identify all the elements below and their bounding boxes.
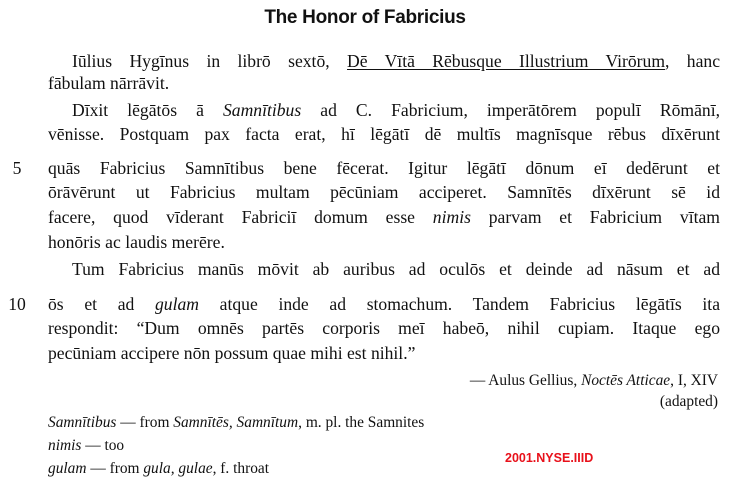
text-segment: ōs et ad	[48, 294, 135, 314]
passage-line	[48, 317, 720, 339]
vocab-definition: — from	[86, 460, 144, 477]
vocab-definition: , m. pl. the Samnites	[298, 414, 425, 431]
source-attribution	[470, 371, 718, 391]
exam-code-label: 2001.NYSE.IIID	[505, 451, 594, 465]
attribution-ref: , I, XIV	[670, 372, 718, 389]
passage-title: The Honor of Fabricius	[264, 7, 466, 28]
text-segment: facere, quod vīderant Fabriciī domum esse	[48, 207, 415, 227]
text-segment: Iūlius Hygīnus in librō sextō,	[72, 51, 330, 71]
passage-line	[48, 50, 720, 72]
text-segment: pecūniam accipere nōn possum quae mihi est nihil.”	[48, 343, 416, 363]
attribution-prefix: — Aulus Gellius,	[469, 372, 578, 389]
vocab-note	[48, 436, 124, 456]
vocab-definition: , f. throat	[212, 460, 270, 477]
attribution-work: Noctēs Atticae	[581, 372, 671, 389]
vocab-term: nimis	[48, 437, 82, 454]
latin-term: gulam	[155, 294, 199, 314]
book-title: Dē Vītā Rēbusque Illustrium Virōrum	[347, 51, 666, 71]
text-segment: ad C. Fabricium, imperātōrem populī Rōmānī,	[320, 100, 720, 120]
text-segment: fābulam nārrāvit.	[48, 73, 170, 93]
text-segment: parvam et Fabricium vītam	[488, 207, 720, 227]
text-segment: Dīxit lēgātōs ā	[72, 100, 204, 120]
vocab-definition: — too	[81, 437, 125, 454]
latin-term: Samnītibus	[223, 100, 302, 120]
line-number: 10	[8, 294, 26, 314]
line-number: 5	[12, 158, 22, 178]
passage-line	[48, 181, 720, 203]
text-segment: respondit: “Dum omnēs partēs corporis meī habeō, nihil cupiam. Itaque ego	[48, 318, 720, 338]
text-segment: quās Fabricius Samnītibus bene fēcerat. Igitur lēgātī dōnum eī dedērunt et	[48, 158, 720, 178]
latin-term: nimis	[432, 207, 471, 227]
vocab-note	[48, 413, 424, 433]
adapted-note: (adapted)	[659, 393, 718, 410]
vocab-form: Samnītēs, Samnītum	[173, 414, 299, 431]
passage-line	[48, 231, 720, 253]
passage-line	[48, 99, 720, 121]
passage-line	[48, 206, 720, 228]
passage-line	[48, 342, 720, 364]
passage-line	[48, 72, 720, 94]
passage-line	[48, 293, 720, 315]
passage-line	[48, 157, 720, 179]
passage-line	[48, 123, 720, 145]
text-segment: atque inde ad stomachum. Tandem Fabricius lēgātīs ita	[219, 294, 721, 314]
passage-line	[48, 258, 720, 280]
vocab-note	[48, 459, 269, 479]
text-segment: ōrāvērunt ut Fabricius multam pēcūniam acciperet. Samnītēs dīxērunt sē id	[48, 182, 720, 202]
text-segment: , hanc	[665, 51, 720, 71]
text-segment: honōris ac laudis merēre.	[48, 232, 225, 252]
vocab-definition: — from	[116, 414, 174, 431]
vocab-form: gula, gulae	[143, 460, 213, 477]
vocab-term: gulam	[48, 460, 87, 477]
text-segment: Tum Fabricius manūs mōvit ab auribus ad oculōs et deinde ad nāsum et ad	[72, 259, 720, 279]
vocab-term: Samnītibus	[48, 414, 117, 431]
text-segment: vēnisse. Postquam pax facta erat, hī lēgātī dē multīs magnīsque rēbus dīxērunt	[48, 124, 720, 144]
